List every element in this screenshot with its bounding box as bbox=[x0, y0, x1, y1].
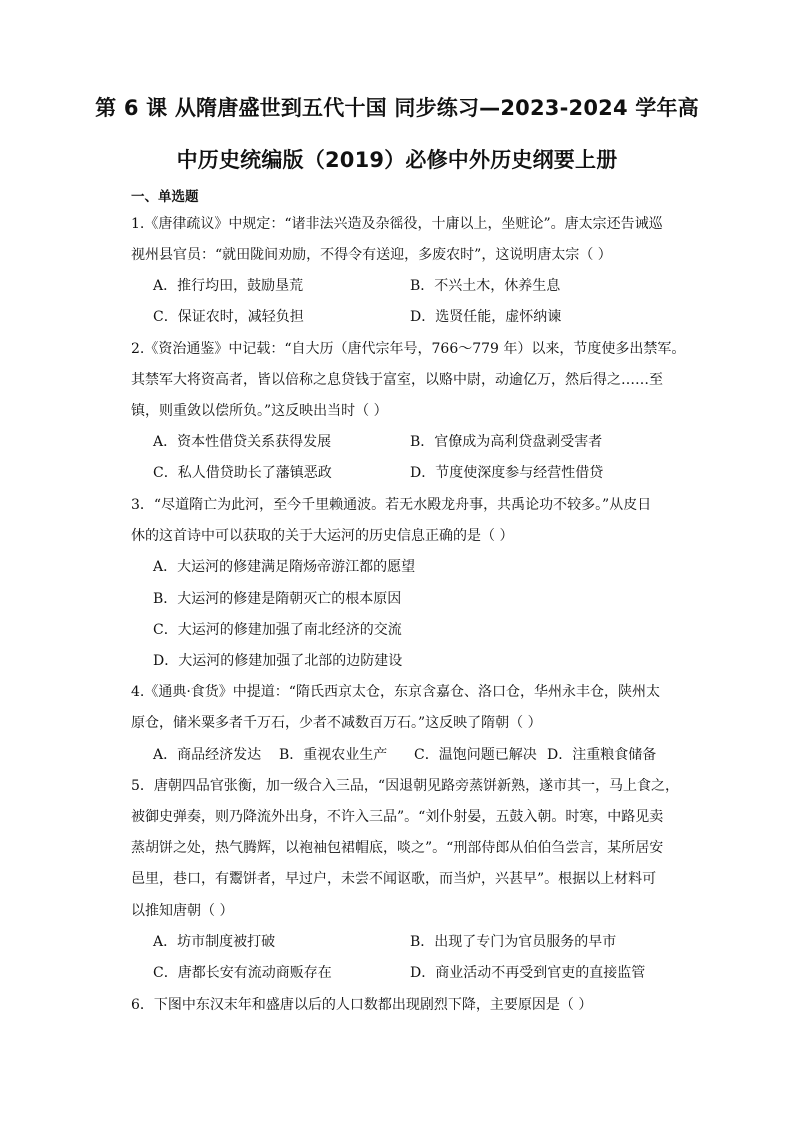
question-5-line-3: 蒸胡饼之处，热气腾辉，以袍袖包裙帽底，啖之”。“刑部侍郎从伯伯刍尝言，某所居安 bbox=[131, 840, 664, 856]
question-1-option-b[interactable]: B．不兴土木，休养生息 bbox=[410, 278, 561, 294]
question-5-line-4: 邑里，巷口，有鬻饼者，早过户，未尝不闻讴歌，而当炉，兴甚早”。根据以上材料可 bbox=[131, 871, 657, 887]
question-5-option-c[interactable]: C．唐都长安有流动商贩存在 bbox=[153, 965, 332, 981]
question-2-option-d[interactable]: D．节度使深度参与经营性借贷 bbox=[410, 465, 604, 481]
question-3-line-2: 休的这首诗中可以获取的关于大运河的历史信息正确的是（ ） bbox=[131, 528, 514, 544]
question-5-option-a[interactable]: A．坊市制度被打破 bbox=[153, 934, 276, 950]
question-3-option-c[interactable]: C．大运河的修建加强了南北经济的交流 bbox=[153, 622, 402, 638]
question-1-line-2: 视州县官员：“就田陇间劝励，不得令有送迎，多废农时”，这说明唐太宗（ ） bbox=[131, 247, 612, 263]
question-4-option-a[interactable]: A．商品经济发达 bbox=[153, 747, 262, 763]
question-1-option-a[interactable]: A．推行均田，鼓励垦荒 bbox=[153, 278, 304, 294]
question-3-option-d[interactable]: D．大运河的修建加强了北部的边防建设 bbox=[153, 653, 403, 669]
page-title-line-1: 第 6 课 从隋唐盛世到五代十国 同步练习—2023-2024 学年高 bbox=[95, 96, 699, 120]
question-3-option-b[interactable]: B．大运河的修建是隋朝灭亡的根本原因 bbox=[153, 591, 402, 607]
question-5-option-d[interactable]: D．商业活动不再受到官吏的直接监管 bbox=[410, 965, 646, 981]
question-4-option-c[interactable]: C．温饱问题已解决 bbox=[414, 747, 537, 763]
question-4-option-d[interactable]: D．注重粮食储备 bbox=[547, 747, 657, 763]
question-2-line-1: 2.《资治通鉴》中记载：“自大历（唐代宗年号，766～779 年）以来，节度使多出禁军。 bbox=[131, 341, 686, 357]
question-2-option-a[interactable]: A．资本性借贷关系获得发展 bbox=[153, 434, 332, 450]
question-5-line-2: 被御史弹奏，则乃降流外出身，不许入三品”。“刘仆射晏，五鼓入朝。时寒，中路见卖 bbox=[131, 809, 664, 825]
question-6-line-1: 6．下图中东汉末年和盛唐以后的人口数都出现剧烈下降，主要原因是（ ） bbox=[131, 997, 593, 1013]
question-1-line-1: 1.《唐律疏议》中规定：“诸非法兴造及杂徭役，十庸以上，坐赃论”。唐太宗还告诫巡 bbox=[131, 216, 663, 232]
section-heading: 一、单选题 bbox=[131, 189, 199, 205]
question-1-option-c[interactable]: C．保证农时，减轻负担 bbox=[153, 309, 304, 325]
question-5-option-b[interactable]: B．出现了专门为官员服务的早市 bbox=[410, 934, 617, 950]
question-4-line-1: 4.《通典·食货》中提道：“隋氏西京太仓，东京含嘉仓、洛口仓，华州永丰仓，陕州太 bbox=[131, 684, 660, 700]
question-2-option-b[interactable]: B．官僚成为高利贷盘剥受害者 bbox=[410, 434, 603, 450]
question-2-option-c[interactable]: C．私人借贷助长了藩镇恶政 bbox=[153, 465, 332, 481]
question-4-line-2: 原仓，储米粟多者千万石，少者不减数百万石。”这反映了隋朝（ ） bbox=[131, 715, 542, 731]
page-title-line-2: 中历史统编版（2019）必修中外历史纲要上册 bbox=[176, 148, 618, 172]
question-5-line-5: 以推知唐朝（ ） bbox=[131, 903, 234, 919]
question-3-line-1: 3．“尽道隋亡为此河，至今千里赖通波。若无水殿龙舟事，共禹论功不较多。”从皮日 bbox=[131, 497, 652, 513]
question-1-option-d[interactable]: D．选贤任能，虚怀纳谏 bbox=[410, 309, 562, 325]
question-4-option-b[interactable]: B．重视农业生产 bbox=[279, 747, 388, 763]
question-2-line-3: 镇，则重敛以偿所负。”这反映出当时（ ） bbox=[131, 403, 388, 419]
question-5-line-1: 5．唐朝四品官张衡，加一级合入三品，“因退朝见路旁蒸饼新熟，遂市其一，马上食之， bbox=[131, 778, 680, 794]
question-3-option-a[interactable]: A．大运河的修建满足隋炀帝游江都的愿望 bbox=[153, 559, 416, 575]
question-2-line-2: 其禁军大将资高者，皆以倍称之息贷钱于富室，以赂中尉，动逾亿万，然后得之……至 bbox=[131, 372, 663, 388]
